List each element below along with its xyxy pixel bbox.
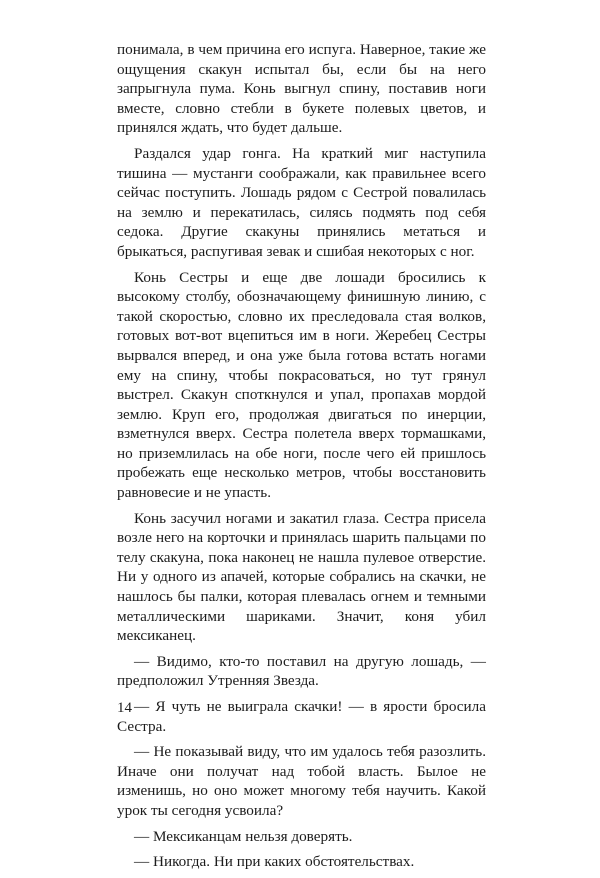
page-number: 14 <box>117 700 132 716</box>
dialogue-line: — Мексиканцам нельзя доверять. <box>134 827 353 845</box>
dialogue-line: — Никогда. Ни при каких обстоятельствах. <box>134 853 415 871</box>
dialogue-line: — Не показывай виду, что им удалось тебя разозлить. Иначе они получат над тобой власть. Былое не изменишь, но оно может многому тебя научить. Какой урок ты сегодня усвоила? <box>117 743 486 819</box>
paragraph: Раздался удар гонга. На краткий миг наступила тишина — мустанги соображали, как правильнее всего сейчас поступить. Лошадь рядом с Сестрой повалилась на землю и перекатилась, силясь подмять под себя седока. Другие скакуны принялись метаться и брыкаться, распугивая зевак и сшибая некоторых с ног. <box>117 144 486 260</box>
dialogue-line: — Видимо, кто-то поставил на другую лошадь, — предположил Утренняя Звезда. <box>117 652 486 690</box>
paragraph: Конь Сестры и еще две лошади бросились к высокому столбу, обозначающему финишную линию, с такой скоростью, словно их преследовала стая волков, готовых вот-вот вцепиться им в ноги. Жеребец Сестры вырвался вперед, и она уже была готова встать ногами ему на спину, чтобы покрасоваться, но тут грянул выстрел. Скакун споткнулся и упал, пропахав мордой землю. Круп его, продолжая двигаться по инерции, взметнулся вверх. Сестра полетела вверх тормашками, но приземлилась на обе ноги, после чего ей пришлось пробежать еще несколько метров, чтобы восстановить равновесие и не упасть. <box>117 268 486 502</box>
paragraph: Конь засучил ногами и закатил глаза. Сестра присела возле него на корточки и принялась шарить пальцами по телу скакуна, пока наконец не нашла пулевое отверстие. Ни у одного из апачей, которые собрались на скачки, не нашлось бы палки, которая плевалась огнем и темными металлическими шариками. Значит, коня убил мексиканец. <box>117 509 486 645</box>
paragraph: понимала, в чем причина его испуга. Наверное, такие же ощущения скакун испытал бы, если бы на него запрыгнула пума. Конь выгнул спину, поставив ноги вместе, словно стебли в букете полевых цветов, и принялся ждать, что будет дальше. <box>117 41 486 137</box>
dialogue-line: — Я чуть не выиграла скачки! — в ярости бросила Сестра. <box>117 698 486 735</box>
body-text <box>117 40 486 878</box>
